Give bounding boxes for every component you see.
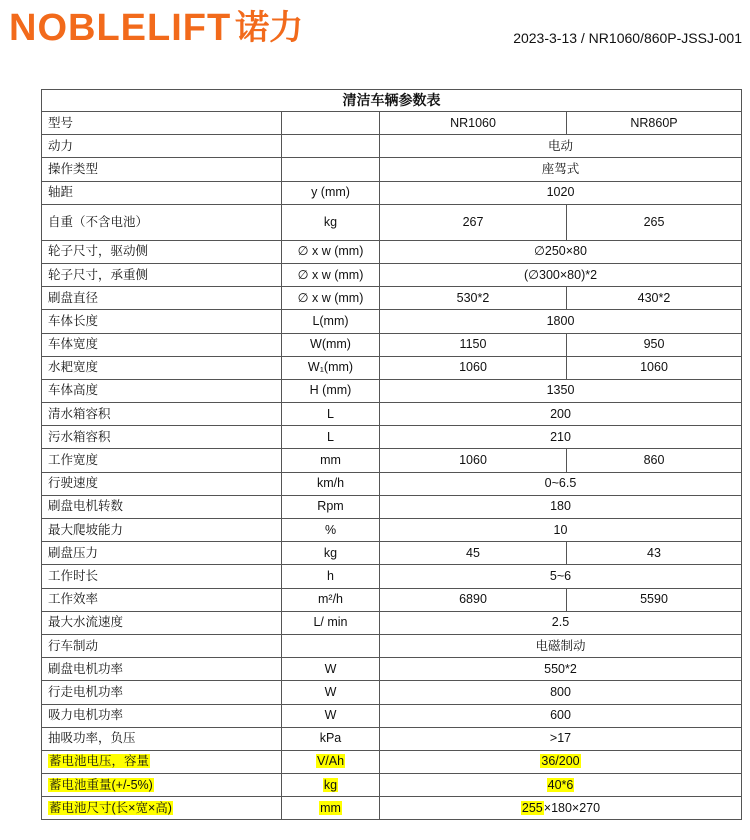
table-row (42, 158, 742, 181)
row-unit: h (282, 565, 380, 588)
row-value-rest: ×180×270 (543, 800, 601, 815)
row-label (42, 797, 282, 820)
table-row (42, 704, 742, 727)
row-value: 1020 (380, 181, 742, 204)
row-value-highlight: 40*6 (547, 777, 574, 792)
table-row (42, 310, 742, 333)
row-unit (282, 774, 380, 797)
row-unit (282, 797, 380, 820)
row-value: 550*2 (380, 658, 742, 681)
row-unit: kg (282, 204, 380, 240)
table-row (42, 519, 742, 542)
row-value-nr860p: 950 (567, 333, 742, 356)
row-label: 车体长度 (42, 310, 282, 333)
row-unit: y (mm) (282, 181, 380, 204)
table-row (42, 287, 742, 310)
row-label: 自重（不含电池） (42, 204, 282, 240)
row-label: 行走电机功率 (42, 681, 282, 704)
row-value: 0~6.5 (380, 472, 742, 495)
table-row (42, 379, 742, 402)
row-value: 800 (380, 681, 742, 704)
row-value-nr1060: 530*2 (380, 287, 567, 310)
row-unit-highlight: kg (323, 777, 338, 792)
row-value-nr860p: 265 (567, 204, 742, 240)
row-label: 车体宽度 (42, 333, 282, 356)
row-value: 5~6 (380, 565, 742, 588)
table-row (42, 449, 742, 472)
logo-text: NOBLELIFT (9, 7, 232, 49)
table-row (42, 797, 742, 820)
table-row (42, 681, 742, 704)
row-value-nr1060: 6890 (380, 588, 567, 611)
row-value: 2.5 (380, 611, 742, 634)
row-value: ∅250×80 (380, 240, 742, 263)
row-unit: W (282, 658, 380, 681)
row-unit: L (282, 403, 380, 426)
row-unit: ∅ x w (mm) (282, 240, 380, 263)
row-value-nr1060: 1060 (380, 356, 567, 379)
table-row (42, 204, 742, 240)
row-unit (282, 158, 380, 181)
row-label-highlight: 蓄电池电压，容量 (49, 754, 150, 769)
row-value-nr860p: 1060 (567, 356, 742, 379)
document-reference: 2023-3-13 / NR1060/860P-JSSJ-001 (513, 30, 742, 46)
row-unit: H (mm) (282, 379, 380, 402)
noblelift-logo (9, 4, 303, 52)
row-unit: ∅ x w (mm) (282, 287, 380, 310)
row-unit: L (282, 426, 380, 449)
row-label: 最大爬坡能力 (42, 519, 282, 542)
row-unit: L(mm) (282, 310, 380, 333)
row-label: 抽吸功率，负压 (42, 727, 282, 750)
row-unit (282, 112, 380, 135)
row-label: 型号 (42, 112, 282, 135)
row-value-nr1060: 1060 (380, 449, 567, 472)
row-value-nr860p: 5590 (567, 588, 742, 611)
row-label: 刷盘电机转数 (42, 495, 282, 518)
row-label: 清水箱容积 (42, 403, 282, 426)
row-unit: W₁(mm) (282, 356, 380, 379)
row-value-nr860p: 860 (567, 449, 742, 472)
row-value: 1800 (380, 310, 742, 333)
row-label: 刷盘直径 (42, 287, 282, 310)
row-unit: Rpm (282, 495, 380, 518)
row-value-highlight: 36/200 (541, 754, 580, 769)
row-label: 水耙宽度 (42, 356, 282, 379)
table-row (42, 472, 742, 495)
table-row (42, 403, 742, 426)
row-label: 最大水流速度 (42, 611, 282, 634)
table-row (42, 240, 742, 263)
table-row (42, 634, 742, 657)
row-label: 污水箱容积 (42, 426, 282, 449)
table-row (42, 588, 742, 611)
row-unit: ∅ x w (mm) (282, 263, 380, 286)
row-unit: kPa (282, 727, 380, 750)
table-row (42, 727, 742, 750)
row-value: 座驾式 (380, 158, 742, 181)
row-value-nr860p: 43 (567, 542, 742, 565)
row-value: 200 (380, 403, 742, 426)
table-title: 清洁车辆参数表 (42, 90, 742, 112)
row-label: 车体高度 (42, 379, 282, 402)
table-row (42, 135, 742, 158)
row-unit-highlight: V/Ah (316, 754, 345, 769)
row-label: 操作类型 (42, 158, 282, 181)
row-value (380, 750, 742, 773)
row-label-highlight: 蓄电池重量(+/-5%) (49, 777, 153, 792)
row-unit (282, 750, 380, 773)
row-value: 10 (380, 519, 742, 542)
row-value: >17 (380, 727, 742, 750)
row-value-nr1060: 1150 (380, 333, 567, 356)
table-row (42, 565, 742, 588)
row-unit: L/ min (282, 611, 380, 634)
row-value: 180 (380, 495, 742, 518)
row-unit: mm (282, 449, 380, 472)
row-value (380, 797, 742, 820)
table-row (42, 426, 742, 449)
table-title-row (42, 90, 742, 112)
row-label: 工作时长 (42, 565, 282, 588)
row-value: 210 (380, 426, 742, 449)
row-value-nr1060: 45 (380, 542, 567, 565)
row-label: 吸力电机功率 (42, 704, 282, 727)
table-row (42, 495, 742, 518)
document-header (0, 0, 750, 80)
row-unit (282, 135, 380, 158)
table-row (42, 774, 742, 797)
row-value: 电磁制动 (380, 634, 742, 657)
row-value (380, 774, 742, 797)
row-label: 工作效率 (42, 588, 282, 611)
row-label (42, 750, 282, 773)
row-value: 600 (380, 704, 742, 727)
row-label: 工作宽度 (42, 449, 282, 472)
row-unit-highlight: mm (320, 800, 341, 815)
spec-table (41, 89, 742, 820)
table-row (42, 356, 742, 379)
row-label: 轮子尺寸，承重侧 (42, 263, 282, 286)
row-label-highlight: 蓄电池尺寸(长×宽×高) (49, 800, 172, 815)
row-label: 刷盘电机功率 (42, 658, 282, 681)
table-row (42, 333, 742, 356)
row-label: 行车制动 (42, 634, 282, 657)
row-unit: kg (282, 542, 380, 565)
table-row (42, 750, 742, 773)
row-unit: W (282, 681, 380, 704)
model-nr1060: NR1060 (380, 112, 567, 135)
logo-chinese-text: 诺力 (235, 8, 304, 48)
row-unit: W(mm) (282, 333, 380, 356)
table-row (42, 542, 742, 565)
table-row (42, 181, 742, 204)
table-row (42, 611, 742, 634)
row-unit: km/h (282, 472, 380, 495)
row-label: 行驶速度 (42, 472, 282, 495)
row-value: (∅300×80)*2 (380, 263, 742, 286)
row-label: 轮子尺寸，驱动侧 (42, 240, 282, 263)
row-label: 轴距 (42, 181, 282, 204)
row-label: 动力 (42, 135, 282, 158)
row-unit: m²/h (282, 588, 380, 611)
row-unit: W (282, 704, 380, 727)
row-value-nr1060: 267 (380, 204, 567, 240)
row-unit: % (282, 519, 380, 542)
table-row (42, 263, 742, 286)
row-value-nr860p: 430*2 (567, 287, 742, 310)
row-label (42, 774, 282, 797)
row-label: 刷盘压力 (42, 542, 282, 565)
table-row (42, 658, 742, 681)
row-value: 1350 (380, 379, 742, 402)
model-nr860p: NR860P (567, 112, 742, 135)
row-value-highlight: 255 (521, 800, 543, 815)
row-value: 电动 (380, 135, 742, 158)
row-unit (282, 634, 380, 657)
table-row-model (42, 112, 742, 135)
